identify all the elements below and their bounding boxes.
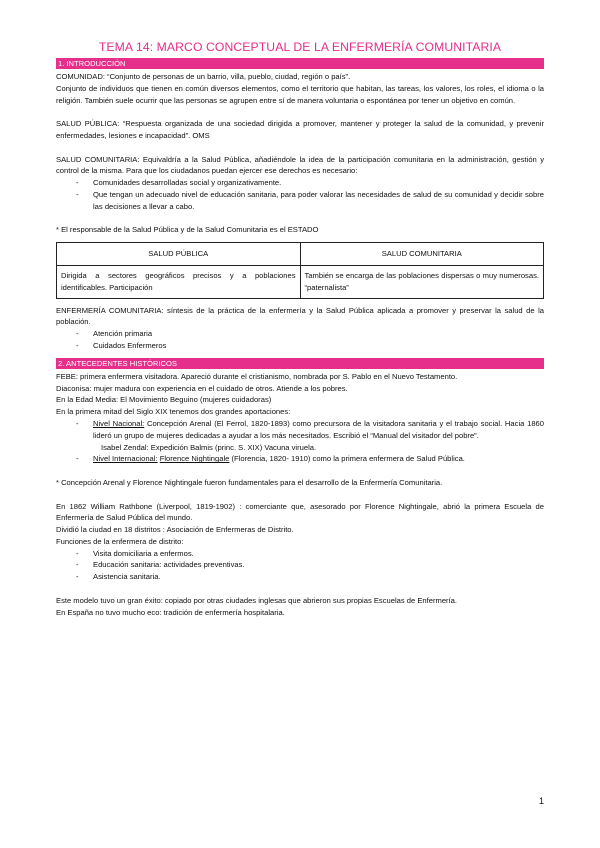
list-item: - Visita domiciliaria a enfermos. <box>56 548 544 560</box>
enfermeria-comunitaria-definition: ENFERMERÍA COMUNITARIA: síntesis de la práctica de la enfermería y la Salud Pública aplicada a promover y preservar la salud de la población. <box>56 305 544 327</box>
nivel-internacional-label: Nivel Internacional: <box>93 454 158 464</box>
exito-text: Este modelo tuvo un gran éxito: copiado por otras ciudades inglesas que abrieron sus propias Escuelas de Enfermería. <box>56 595 458 605</box>
nivel-internacional-text: (Florencia, 1820- 1910) como la primera enfermera de Salud Pública. <box>229 454 465 464</box>
aportaciones-list <box>56 418 544 442</box>
salud-publica-definition: SALUD PÚBLICA: “Respuesta organizada de una sociedad dirigida a promover, mantener y proteger la salud de la comunidad, y prevenir enfermedades, lesiones e incapacidad”. OMS <box>56 119 544 140</box>
salud-comunitaria-definition: SALUD COMUNITARIA: Equivaldría a la Salud Pública, añadiéndole la idea de la participación comunitaria en la administración, gestión y control de la misma. Para que los ciudadanos puedan ejercer ese derechos es necesario: <box>56 154 544 176</box>
list-item: - Comunidades desarrolladas social y organizativamente. <box>56 177 544 189</box>
list-item-nivel-internacional <box>56 453 544 465</box>
table-header-salud-comunitaria: SALUD COMUNITARIA <box>300 243 544 266</box>
page-number: 1 <box>538 796 544 806</box>
list-item: - Asistencia sanitaria. <box>56 571 544 583</box>
espana-text: En España no tuvo mucho eco: tradición de enfermería hospitalaria. <box>56 607 285 617</box>
list-item-nivel-nacional <box>56 418 544 442</box>
funciones-title: Funciones de la enfermera de distrito: <box>56 536 184 546</box>
page-title: TEMA 14: MARCO CONCEPTUAL DE LA ENFERMERÍA COMUNITARIA <box>98 40 502 54</box>
nivel-nacional-text: Concepción Arenal (El Ferrol, 1820-1893) como precursora de la visitadora sanitaria y el trabajo social. Hacia 1860 lideró un grupo de mujeres dedicadas a ayudar a los más necesitados. Escribió el “Manual del visitador del pobre”. <box>93 418 544 440</box>
comparison-table <box>56 242 544 298</box>
isabel-zendal-text: Isabel Zendal: Expedición Balmis (princ. S. XIX) Vacuna viruela. <box>101 442 317 452</box>
comunidad-description: Conjunto de individuos que tienen en común diversos elementos, como el territorio que habitan, las tareas, los valores, los roles, el idioma o la religión. También suele ocurrir que las personas se agrupen entre sí de manera voluntaria o espontánea por tener un objetivo en común. <box>56 83 544 105</box>
edad-media-text: En la Edad Media: El Movimiento Beguino (mujeres cuidadoras) <box>56 395 272 405</box>
comunidad-definition: COMUNIDAD: “Conjunto de personas de un barrio, villa, pueblo, ciudad, región o país”. <box>56 72 351 81</box>
nivel-nacional-label: Nivel Nacional: <box>93 418 145 428</box>
enfermeria-list <box>56 328 544 352</box>
table-header-salud-publica: SALUD PÚBLICA <box>57 243 301 266</box>
febe-text: FEBE: primera enfermera visitadora. Apareció durante el cristianismo, nombrada por S. Pablo en el Nuevo Testamento. <box>56 371 458 381</box>
section-heading-introduccion: 1. INTRODUCCIÓN <box>56 58 544 69</box>
rathbone-text: En 1862 William Rathbone (Liverpool, 1819-1902) : comerciante que, asesorado por Florence Nightingale, abrió la primera Escuela de Enfermería de Salud Pública del mundo. <box>56 501 544 523</box>
siglo-xix-text: En la primera mitad del Siglo XIX tenemos dos grandes aportaciones: <box>56 407 291 417</box>
list-item: - Educación sanitaria: actividades preventivas. <box>56 559 544 571</box>
nota-arenal: * Concepción Arenal y Florence Nightingale fueron fundamentales para el desarrollo de la Enfermería Comunitaria. <box>56 477 443 487</box>
table-cell: También se encarga de las poblaciones dispersas o muy numerosas. “paternalista” <box>300 265 544 298</box>
aportaciones-list-2 <box>56 453 544 465</box>
nota-estado: * El responsable de la Salud Pública y de la Salud Comunitaria es el ESTADO <box>56 225 319 235</box>
florence-name: Florence Nightingale <box>159 454 230 464</box>
table-row <box>57 265 544 298</box>
distritos-text: Dividió la ciudad en 18 distritos : Asociación de Enfermeras de Distrito. <box>56 525 294 535</box>
list-item: - Que tengan un adecuado nivel de educación sanitaria, para poder valorar las necesidades de salud de su comunidad y decidir sobre las decisiones a llevar a cabo. <box>56 189 544 213</box>
document-page <box>56 40 544 618</box>
funciones-list <box>56 548 544 583</box>
section-heading-antecedentes: 2. ANTECEDENTES HISTÓRICOS <box>56 358 544 369</box>
list-item: - Cuidados Enfermeros <box>56 340 544 352</box>
table-cell: Dirigida a sectores geográficos precisos y a poblaciones identificables. Participación <box>57 265 301 298</box>
diaconisa-text: Diaconisa: mujer madura con experiencia en el cuidado de otros. Atiende a los pobres. <box>56 383 348 393</box>
list-item: - Atención primaria <box>56 328 544 340</box>
requisitos-list <box>56 177 544 212</box>
